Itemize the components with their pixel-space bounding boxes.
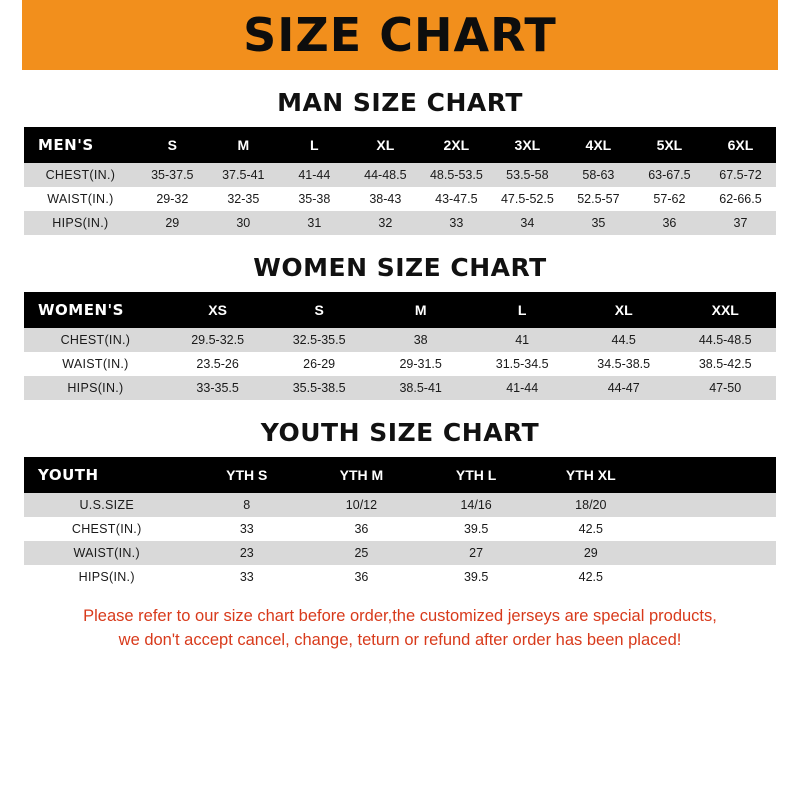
women-waist-xxl: 38.5-42.5 — [674, 352, 776, 376]
youth-hips-m: 36 — [304, 565, 419, 589]
women-table-header-row — [24, 292, 776, 328]
footer-note-line-1: Please refer to our size chart before order,the customized jerseys are special products, — [83, 607, 717, 625]
men-waist-2xl: 43-47.5 — [421, 187, 492, 211]
men-chest-3xl: 53.5-58 — [492, 163, 563, 187]
table-row — [24, 352, 776, 376]
men-col-3xl: 3XL — [492, 127, 563, 163]
table-row — [24, 493, 776, 517]
youth-hips-xl: 42.5 — [533, 565, 648, 589]
youth-hips-l: 39.5 — [419, 565, 534, 589]
women-col-xxl: XXL — [674, 292, 776, 328]
youth-table-header-row — [24, 457, 776, 493]
women-waist-s: 26-29 — [268, 352, 370, 376]
header-left-margin — [0, 0, 22, 70]
men-col-xl: XL — [350, 127, 421, 163]
youth-chest-m: 36 — [304, 517, 419, 541]
youth-size-section — [0, 418, 800, 589]
youth-col-l: YTH L — [419, 457, 534, 493]
page-title: SIZE CHART — [243, 8, 557, 62]
youth-ussize-empty — [648, 493, 776, 517]
men-waist-5xl: 57-62 — [634, 187, 705, 211]
men-hips-6xl: 37 — [705, 211, 776, 235]
men-chest-6xl: 67.5-72 — [705, 163, 776, 187]
women-col-m: M — [370, 292, 472, 328]
women-hips-xs: 33-35.5 — [167, 376, 269, 400]
men-size-section — [0, 88, 800, 235]
women-col-s: S — [268, 292, 370, 328]
men-waist-l: 35-38 — [279, 187, 350, 211]
women-col-l: L — [471, 292, 573, 328]
men-col-6xl: 6XL — [705, 127, 776, 163]
men-chest-xl: 44-48.5 — [350, 163, 421, 187]
men-size-table — [24, 127, 776, 235]
men-waist-s: 29-32 — [137, 187, 208, 211]
youth-ussize-l: 14/16 — [419, 493, 534, 517]
men-waist-6xl: 62-66.5 — [705, 187, 776, 211]
youth-ussize-xl: 18/20 — [533, 493, 648, 517]
men-col-s: S — [137, 127, 208, 163]
youth-hips-s: 33 — [189, 565, 304, 589]
youth-chest-l: 39.5 — [419, 517, 534, 541]
women-chest-xl: 44.5 — [573, 328, 675, 352]
youth-col-m: YTH M — [304, 457, 419, 493]
women-waist-m: 29-31.5 — [370, 352, 472, 376]
youth-col-empty — [648, 457, 776, 493]
men-row-header: MEN'S — [24, 127, 137, 163]
youth-ussize-label: U.S.SIZE — [24, 493, 189, 517]
men-hips-m: 30 — [208, 211, 279, 235]
women-chest-l: 41 — [471, 328, 573, 352]
youth-hips-label: HIPS(IN.) — [24, 565, 189, 589]
youth-chest-s: 33 — [189, 517, 304, 541]
men-chest-label: CHEST(IN.) — [24, 163, 137, 187]
men-col-2xl: 2XL — [421, 127, 492, 163]
footer-note-line-2: we don't accept cancel, change, teturn or refund after order has been placed! — [118, 630, 682, 649]
women-chest-s: 32.5-35.5 — [268, 328, 370, 352]
men-col-4xl: 4XL — [563, 127, 634, 163]
table-row — [24, 376, 776, 400]
men-hips-s: 29 — [137, 211, 208, 235]
men-col-m: M — [208, 127, 279, 163]
youth-waist-l: 27 — [419, 541, 534, 565]
men-chest-m: 37.5-41 — [208, 163, 279, 187]
table-row — [24, 187, 776, 211]
men-waist-label: WAIST(IN.) — [24, 187, 137, 211]
men-chest-s: 35-37.5 — [137, 163, 208, 187]
men-col-5xl: 5XL — [634, 127, 705, 163]
women-waist-xl: 34.5-38.5 — [573, 352, 675, 376]
youth-row-header: YOUTH — [24, 457, 189, 493]
men-chest-5xl: 63-67.5 — [634, 163, 705, 187]
men-waist-m: 32-35 — [208, 187, 279, 211]
men-hips-5xl: 36 — [634, 211, 705, 235]
table-row — [24, 328, 776, 352]
table-row — [24, 517, 776, 541]
men-table-header-row — [24, 127, 776, 163]
table-row — [24, 163, 776, 187]
women-hips-l: 41-44 — [471, 376, 573, 400]
women-chest-label: CHEST(IN.) — [24, 328, 167, 352]
women-col-xl: XL — [573, 292, 675, 328]
header-right-margin — [778, 0, 800, 70]
women-waist-l: 31.5-34.5 — [471, 352, 573, 376]
men-section-title: MAN SIZE CHART — [277, 88, 523, 117]
table-row — [24, 211, 776, 235]
women-row-header: WOMEN'S — [24, 292, 167, 328]
youth-waist-xl: 29 — [533, 541, 648, 565]
men-col-l: L — [279, 127, 350, 163]
youth-size-table — [24, 457, 776, 589]
women-hips-xl: 44-47 — [573, 376, 675, 400]
women-size-table — [24, 292, 776, 400]
women-waist-label: WAIST(IN.) — [24, 352, 167, 376]
youth-waist-label: WAIST(IN.) — [24, 541, 189, 565]
women-hips-m: 38.5-41 — [370, 376, 472, 400]
table-row — [24, 565, 776, 589]
youth-waist-s: 23 — [189, 541, 304, 565]
men-waist-3xl: 47.5-52.5 — [492, 187, 563, 211]
table-row — [24, 541, 776, 565]
youth-col-s: YTH S — [189, 457, 304, 493]
header-band — [0, 0, 800, 70]
women-chest-m: 38 — [370, 328, 472, 352]
youth-waist-m: 25 — [304, 541, 419, 565]
men-chest-2xl: 48.5-53.5 — [421, 163, 492, 187]
women-col-xs: XS — [167, 292, 269, 328]
footer-note — [0, 605, 800, 653]
youth-chest-label: CHEST(IN.) — [24, 517, 189, 541]
youth-col-xl: YTH XL — [533, 457, 648, 493]
men-hips-xl: 32 — [350, 211, 421, 235]
women-hips-label: HIPS(IN.) — [24, 376, 167, 400]
men-hips-l: 31 — [279, 211, 350, 235]
men-chest-4xl: 58-63 — [563, 163, 634, 187]
youth-chest-xl: 42.5 — [533, 517, 648, 541]
men-chest-l: 41-44 — [279, 163, 350, 187]
women-section-title: WOMEN SIZE CHART — [253, 253, 547, 282]
women-hips-xxl: 47-50 — [674, 376, 776, 400]
women-hips-s: 35.5-38.5 — [268, 376, 370, 400]
youth-waist-empty — [648, 541, 776, 565]
women-size-section — [0, 253, 800, 400]
youth-chest-empty — [648, 517, 776, 541]
women-waist-xs: 23.5-26 — [167, 352, 269, 376]
women-chest-xs: 29.5-32.5 — [167, 328, 269, 352]
youth-section-title: YOUTH SIZE CHART — [260, 418, 540, 447]
youth-ussize-s: 8 — [189, 493, 304, 517]
men-hips-3xl: 34 — [492, 211, 563, 235]
women-chest-xxl: 44.5-48.5 — [674, 328, 776, 352]
men-hips-2xl: 33 — [421, 211, 492, 235]
youth-ussize-m: 10/12 — [304, 493, 419, 517]
men-hips-4xl: 35 — [563, 211, 634, 235]
men-waist-4xl: 52.5-57 — [563, 187, 634, 211]
men-hips-label: HIPS(IN.) — [24, 211, 137, 235]
men-waist-xl: 38-43 — [350, 187, 421, 211]
youth-hips-empty — [648, 565, 776, 589]
